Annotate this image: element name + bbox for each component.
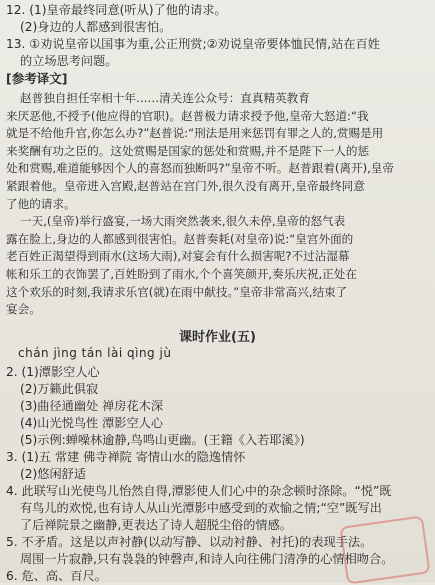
reference-translation-heading: [参考译文] (6, 71, 68, 86)
answer-13-2: 的立场思考问题。 (20, 54, 118, 68)
answer-4-1: 4. 此联写山光使鸟儿怡然自得,潭影使人们心中的杂念顿时涤除。“悦”既 (6, 484, 392, 498)
answer-2-2: (2)万籁此俱寂 (20, 382, 99, 396)
translation-line: 处和赏赐,难道能够因个人的喜怒而独断吗?”皇帝不听。赵普跟着(离开),皇帝 (6, 161, 394, 176)
answer-13-1: 13. ①劝说皇帝以国事为重,公正刑赏;②劝说皇帝要体恤民情,站在百姓 (6, 37, 380, 51)
red-seal-stamp (339, 515, 430, 584)
pinyin-answer-1: chán jìng tán lài qìng jù (18, 346, 172, 360)
answer-2-5: (5)示例:蝉噪林逾静,鸟鸣山更幽。(王籍《入若耶溪》) (20, 433, 305, 447)
answer-2-1: 2. (1)潭影空人心 (6, 365, 100, 379)
translation-line: 来奖酬有功之臣的。这处赏赐是国家的惩处和赏赐,并不是陛下一人的惩 (6, 143, 370, 158)
translation-line: 这个欢乐的时刻,我请求乐官(就)在雨中献技。”皇帝非常高兴,结束了 (6, 284, 348, 299)
lesson-title: 课时作业(五) (179, 330, 256, 345)
answer-12-2: (2)身边的人都感到很害怕。 (20, 20, 172, 34)
translation-line: 宴会。 (6, 302, 41, 317)
answer-4-2: 有鸟儿的欢悦,也有诗人从山光潭影中感受到的欢愉之情;“空”既写出 (20, 501, 382, 515)
answer-4-3: 了后禅院景之幽静,更表达了诗人超脱尘俗的情感。 (20, 518, 292, 532)
answer-2-4: (4)山光悦鸟性 潭影空人心 (20, 416, 164, 430)
answer-12-1: 12. (1)皇帝最终同意(听从)了他的请求。 (6, 3, 227, 17)
answer-3-1: 3. (1)五 常建 佛寺禅院 寄情山水的隐逸情怀 (6, 450, 246, 464)
answer-block-12-13 (6, 2, 430, 87)
translation-text (6, 90, 426, 319)
answer-5-1: 5. 不矛盾。这是以声衬静(以动写静、以动衬静、衬托)的表现手法。 (6, 535, 373, 549)
answer-3-2: (2)悠闲舒适 (20, 467, 87, 481)
translation-line: 帐和乐工的衣饰罢了,百姓盼到了雨水,个个喜笑颜开,奏乐庆祝,正处在 (6, 266, 357, 281)
translation-line: 露在脸上,身边的人都感到很害怕。赵普奏耗(对皇帝)说:“皇宫外面的 (6, 231, 354, 246)
translation-line: 一天,(皇帝)举行盛宴,一场大雨突然袭来,很久未停,皇帝的怒气表 (20, 214, 346, 229)
translation-line: 了他的请求。 (6, 196, 76, 211)
translation-line: 就是不给他升官,你怎么办?”赵普说:“刑法是用来惩罚有罪之人的,赏赐是用 (6, 126, 384, 141)
translation-line: 来厌恶他,不授予(他应得的官职)。赵普极力请求授予他,皇帝大怒道:“我 (6, 108, 369, 123)
answer-5-2: 周围一片寂静,只有袅袅的钟磬声,和诗人向往佛门清净的心情相吻合。 (20, 552, 394, 566)
translation-line: 紧跟着他。皇帝进入宫殿,赵普站在宫门外,很久没有离开,皇帝最终同意 (6, 178, 365, 193)
answer-2-3: (3)曲径通幽处 禅房花木深 (20, 399, 164, 413)
translation-line: 老百姓正渴望得到雨水(这场大雨),对宴会有什么损害呢?不过沾湿幕 (6, 249, 350, 264)
translation-line: 赵普独自担任宰相十年……清关连公众号：直真精英教育 (20, 91, 310, 105)
answer-6: 6. 危、高、百尺。 (6, 569, 107, 583)
